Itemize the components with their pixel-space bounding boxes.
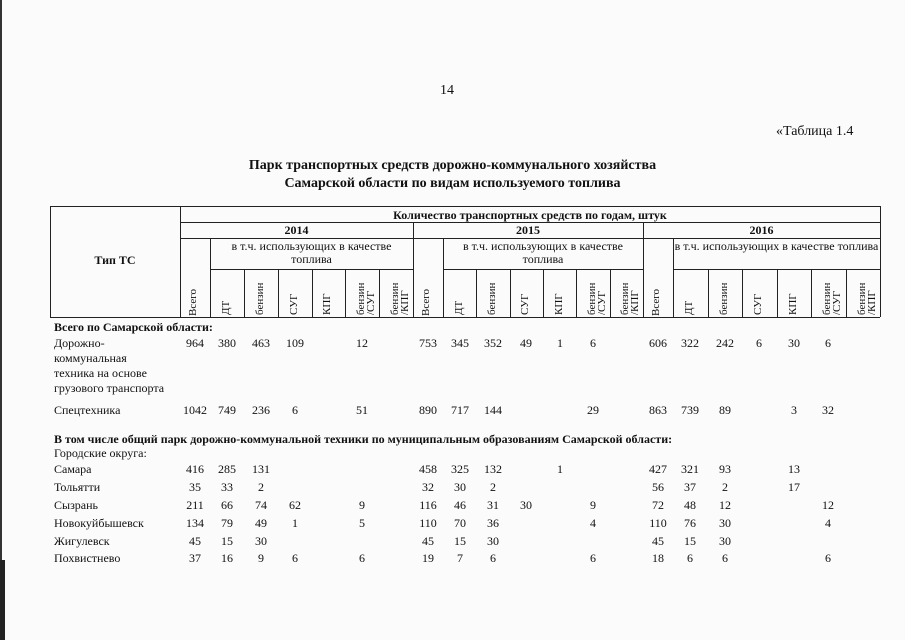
table-cell: 606 [649, 336, 667, 350]
row-label [54, 403, 184, 418]
table-cell: 45 [189, 534, 201, 548]
table-cell: 32 [822, 403, 834, 417]
table-cell: 352 [484, 336, 502, 350]
table-cell: 2 [490, 480, 496, 494]
table-cell: 37 [684, 480, 696, 494]
table-cell: 74 [255, 498, 267, 512]
table-cell: 749 [218, 403, 236, 417]
table-cell: 322 [681, 336, 699, 350]
row-label-line: коммунальная [54, 351, 127, 365]
table-cell: 15 [221, 534, 233, 548]
table-cell: 7 [457, 551, 463, 565]
table-cell: 5 [359, 516, 365, 530]
header-fuel-4: бензин /СУГ [355, 282, 377, 315]
table-cell: 17 [788, 480, 800, 494]
table-cell: 132 [484, 462, 502, 476]
row-label-line: техника на основе [54, 366, 147, 380]
header-including-label: в т.ч. использующих в качестве топлива [463, 239, 623, 266]
table-cell: 345 [451, 336, 469, 350]
table-cell: 2 [722, 480, 728, 494]
table-cell: 46 [454, 498, 466, 512]
table-cell: 1 [292, 516, 298, 530]
table-cell: 13 [788, 462, 800, 476]
table-cell: 427 [649, 462, 667, 476]
table-cell: 15 [684, 534, 696, 548]
table-cell: 36 [487, 516, 499, 530]
table-cell: 89 [719, 403, 731, 417]
table-cell: 242 [716, 336, 734, 350]
header-including-label: в т.ч. использующих в качестве топлива [674, 239, 879, 253]
table-cell: 51 [356, 403, 368, 417]
row-label [54, 516, 184, 531]
header-total-label: Всего [187, 289, 199, 316]
table-cell: 321 [681, 462, 699, 476]
table-cell: 45 [422, 534, 434, 548]
table-cell: 9 [359, 498, 365, 512]
table-cell: 3 [791, 403, 797, 417]
table-cell: 49 [255, 516, 267, 530]
header-fuel-2: СУГ [519, 293, 531, 315]
row-label-line: Самара [54, 462, 92, 476]
row-label-line: Жигулевск [54, 534, 110, 548]
table-cell: 463 [252, 336, 270, 350]
table-cell: 134 [186, 516, 204, 530]
table-cell: 12 [356, 336, 368, 350]
table-cell: 739 [681, 403, 699, 417]
table-cell: 964 [186, 336, 204, 350]
table-cell: 6 [825, 551, 831, 565]
table-cell: 12 [719, 498, 731, 512]
row-label [54, 498, 184, 513]
table-cell: 19 [422, 551, 434, 565]
table-cell: 32 [422, 480, 434, 494]
table-title-line-1: Парк транспортных средств дорожно-коммунального хозяйства [248, 158, 657, 173]
table-cell: 144 [484, 403, 502, 417]
header-fuel-4: бензин /СУГ [821, 282, 843, 315]
header-fuel-3: КПГ [553, 293, 565, 315]
header-fuel-0: ДТ [453, 300, 465, 315]
header-fuel-0: ДТ [220, 300, 232, 315]
row-label [54, 480, 184, 495]
table-cell: 131 [252, 462, 270, 476]
table-cell: 1 [557, 336, 563, 350]
table-cell: 62 [289, 498, 301, 512]
header-total-label: Всего [420, 289, 432, 316]
table-cell: 6 [292, 403, 298, 417]
header-fuel-1: бензин [254, 282, 266, 315]
table-cell: 35 [189, 480, 201, 494]
table-cell: 9 [590, 498, 596, 512]
row-label-line: Дорожно- [54, 336, 105, 350]
row-label-line: Спецтехника [54, 403, 121, 417]
row-label-line: Похвистнево [54, 551, 121, 565]
table-cell: 4 [825, 516, 831, 530]
table-cell: 37 [189, 551, 201, 565]
table-cell: 33 [221, 480, 233, 494]
row-label-line: Тольятти [54, 480, 101, 494]
table-cell: 15 [454, 534, 466, 548]
table-cell: 6 [359, 551, 365, 565]
table-cell: 116 [419, 498, 437, 512]
header-year-2015: 2015 [516, 223, 540, 237]
table-cell: 110 [649, 516, 667, 530]
table-cell: 6 [590, 336, 596, 350]
table-cell: 2 [258, 480, 264, 494]
header-fuel-0: ДТ [683, 300, 695, 315]
row-label [54, 534, 184, 549]
table-cell: 890 [419, 403, 437, 417]
table-title-line-2: Самарской области по видам используемого топлива [284, 176, 621, 191]
row-label [54, 462, 184, 477]
table-cell: 49 [520, 336, 532, 350]
table-cell: 325 [451, 462, 469, 476]
table-cell: 717 [451, 403, 469, 417]
table-cell: 76 [684, 516, 696, 530]
table-cell: 6 [292, 551, 298, 565]
page-number: 14 [440, 83, 454, 98]
header-fuel-3: КПГ [787, 293, 799, 315]
header-year-2016: 2016 [749, 223, 774, 237]
header-fuel-5: бензин /КПГ [856, 282, 878, 315]
table-cell: 16 [221, 551, 233, 565]
table-cell: 30 [719, 534, 731, 548]
header-type-label: Тип ТС [94, 253, 136, 267]
table-cell: 753 [419, 336, 437, 350]
header-total-label: Всего [650, 289, 662, 316]
table-cell: 9 [258, 551, 264, 565]
table-cell: 79 [221, 516, 233, 530]
table-cell: 30 [454, 480, 466, 494]
row-label-line: Сызрань [54, 498, 99, 512]
table-cell: 56 [652, 480, 664, 494]
table-cell: 6 [756, 336, 762, 350]
table-cell: 380 [218, 336, 236, 350]
table-reference: «Таблица 1.4 [776, 124, 854, 139]
table-cell: 6 [687, 551, 693, 565]
row-label [54, 336, 184, 396]
table-cell: 285 [218, 462, 236, 476]
header-fuel-4: бензин /СУГ [586, 282, 608, 315]
table-cell: 30 [255, 534, 267, 548]
table-cell: 6 [490, 551, 496, 565]
table-cell: 30 [520, 498, 532, 512]
header-fuel-5: бензин /КПГ [389, 282, 411, 315]
header-fuel-2: СУГ [288, 293, 300, 315]
table-cell: 66 [221, 498, 233, 512]
header-count-label: Количество транспортных средств по годам, штук [393, 208, 667, 222]
table-cell: 416 [186, 462, 204, 476]
table-cell: 4 [590, 516, 596, 530]
table-cell: 93 [719, 462, 731, 476]
header-fuel-1: бензин [486, 282, 498, 315]
row-label [54, 551, 184, 566]
table-cell: 48 [684, 498, 696, 512]
header-fuel-1: бензин [718, 282, 730, 315]
header-fuel-2: СУГ [752, 293, 764, 315]
table-cell: 29 [587, 403, 599, 417]
row-label-line: грузового транспорта [54, 381, 165, 395]
section-title-total: Всего по Самарской области: [54, 320, 213, 334]
table-cell: 30 [487, 534, 499, 548]
header-including-label: в т.ч. использующих в качестве топлива [231, 239, 392, 266]
table-cell: 458 [419, 462, 437, 476]
table-cell: 109 [286, 336, 304, 350]
table-cell: 236 [252, 403, 270, 417]
table-cell: 30 [788, 336, 800, 350]
row-label-line: Новокуйбышевск [54, 516, 144, 530]
section-title-municipal: В том числе общий парк дорожно-коммунальной техники по муниципальным образованиям Самарской области: [54, 432, 673, 446]
table-cell: 31 [487, 498, 499, 512]
table-cell: 863 [649, 403, 667, 417]
header-year-2014: 2014 [284, 223, 309, 237]
table-cell: 6 [590, 551, 596, 565]
header-fuel-3: КПГ [321, 293, 333, 315]
table-cell: 45 [652, 534, 664, 548]
table-cell: 6 [825, 336, 831, 350]
table-cell: 12 [822, 498, 834, 512]
table-cell: 18 [652, 551, 664, 565]
table-cell: 70 [454, 516, 466, 530]
table-cell: 72 [652, 498, 664, 512]
subsection-title: Городские округа: [54, 446, 147, 460]
table-cell: 1 [557, 462, 563, 476]
table-cell: 110 [419, 516, 437, 530]
table-cell: 211 [186, 498, 204, 512]
table-cell: 6 [722, 551, 728, 565]
header-fuel-5: бензин /КПГ [619, 282, 641, 315]
table-cell: 1042 [183, 403, 207, 417]
table-cell: 30 [719, 516, 731, 530]
